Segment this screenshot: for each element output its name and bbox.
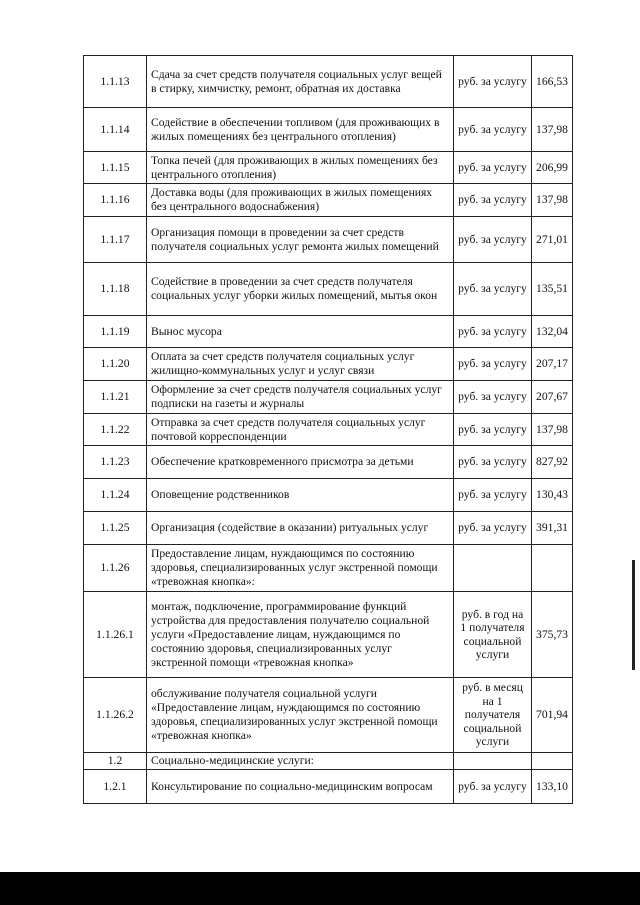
row-code: 1.1.15 (84, 152, 147, 184)
table-row (84, 479, 573, 512)
table-row (84, 381, 573, 414)
row-service: Организация помощи в проведении за счет средств получателя социальных услуг ремонта жилых помещений (147, 217, 454, 263)
table-row (84, 770, 573, 804)
row-unit (454, 753, 532, 770)
table-row (84, 414, 573, 446)
table-row (84, 108, 573, 152)
row-price: 375,73 (532, 592, 573, 678)
row-unit: руб. за услугу (454, 479, 532, 512)
row-price: 827,92 (532, 446, 573, 479)
row-unit: руб. за услугу (454, 770, 532, 804)
row-price: 135,51 (532, 263, 573, 316)
row-unit: руб. за услугу (454, 56, 532, 108)
row-unit: руб. за услугу (454, 348, 532, 381)
table-row (84, 678, 573, 753)
row-unit: руб. за услугу (454, 414, 532, 446)
row-price: 166,53 (532, 56, 573, 108)
row-service: Оповещение родственников (147, 479, 454, 512)
row-service: Содействие в проведении за счет средств получателя социальных услуг уборки жилых помещений, мытья окон (147, 263, 454, 316)
row-code: 1.2 (84, 753, 147, 770)
row-unit: руб. за услугу (454, 184, 532, 217)
row-service: Оформление за счет средств получателя социальных услуг подписки на газеты и журналы (147, 381, 454, 414)
scan-bottom-border (0, 872, 640, 905)
table-row (84, 512, 573, 545)
row-service: Топка печей (для проживающих в жилых помещениях без центрального отопления) (147, 152, 454, 184)
row-code: 1.1.26.2 (84, 678, 147, 753)
table-row (84, 545, 573, 592)
row-price: 206,99 (532, 152, 573, 184)
row-service: монтаж, подключение, программирование функций устройства для предоставления получателю социальной услуги «Предоставление лицам, нуждающимся по состоянию здоровья, специализированных услуг экстренной помощи «тревожная кнопка» (147, 592, 454, 678)
row-service: Сдача за счет средств получателя социальных услуг вещей в стирку, химчистку, ремонт, обратная их доставка (147, 56, 454, 108)
row-service: Оплата за счет средств получателя социальных услуг жилищно-коммунальных услуг и услуг связи (147, 348, 454, 381)
row-code: 1.2.1 (84, 770, 147, 804)
row-service: Социально-медицинские услуги: (147, 753, 454, 770)
scan-edge-mark (632, 560, 635, 670)
row-service: Консультирование по социально-медицинским вопросам (147, 770, 454, 804)
table-row (84, 348, 573, 381)
row-unit: руб. за услугу (454, 512, 532, 545)
table-row (84, 263, 573, 316)
row-unit: руб. за услугу (454, 316, 532, 348)
row-price: 207,67 (532, 381, 573, 414)
row-unit (454, 545, 532, 592)
table-row (84, 56, 573, 108)
row-service: Организация (содействие в оказании) ритуальных услуг (147, 512, 454, 545)
table-row (84, 753, 573, 770)
row-unit: руб. за услугу (454, 217, 532, 263)
row-price: 137,98 (532, 108, 573, 152)
row-service: Вынос мусора (147, 316, 454, 348)
row-price (532, 753, 573, 770)
row-unit: руб. за услугу (454, 152, 532, 184)
row-code: 1.1.26.1 (84, 592, 147, 678)
table-row (84, 316, 573, 348)
table-row (84, 446, 573, 479)
row-code: 1.1.13 (84, 56, 147, 108)
row-service: обслуживание получателя социальной услуги «Предоставление лицам, нуждающимся по состоянию здоровья, специализированных услуг экстренной помощи «тревожная кнопка» (147, 678, 454, 753)
row-code: 1.1.18 (84, 263, 147, 316)
row-code: 1.1.19 (84, 316, 147, 348)
row-code: 1.1.25 (84, 512, 147, 545)
tariff-table (83, 55, 573, 804)
row-code: 1.1.16 (84, 184, 147, 217)
row-code: 1.1.20 (84, 348, 147, 381)
row-price: 391,31 (532, 512, 573, 545)
row-price: 701,94 (532, 678, 573, 753)
row-price: 137,98 (532, 184, 573, 217)
row-price: 132,04 (532, 316, 573, 348)
row-code: 1.1.17 (84, 217, 147, 263)
row-price: 207,17 (532, 348, 573, 381)
row-service: Содействие в обеспечении топливом (для проживающих в жилых помещениях без центрального отопления) (147, 108, 454, 152)
row-code: 1.1.23 (84, 446, 147, 479)
table-row (84, 217, 573, 263)
row-service: Доставка воды (для проживающих в жилых помещениях без центрального водоснабжения) (147, 184, 454, 217)
row-price (532, 545, 573, 592)
table-row (84, 592, 573, 678)
row-price: 133,10 (532, 770, 573, 804)
row-unit: руб. за услугу (454, 263, 532, 316)
row-code: 1.1.14 (84, 108, 147, 152)
row-unit: руб. за услугу (454, 108, 532, 152)
table-row (84, 184, 573, 217)
table-row (84, 152, 573, 184)
row-code: 1.1.21 (84, 381, 147, 414)
row-price: 271,01 (532, 217, 573, 263)
row-code: 1.1.22 (84, 414, 147, 446)
row-code: 1.1.26 (84, 545, 147, 592)
row-unit: руб. за услугу (454, 446, 532, 479)
row-unit: руб. в месяц на 1 получателя социальной услуги (454, 678, 532, 753)
row-code: 1.1.24 (84, 479, 147, 512)
tariff-table-body (84, 56, 573, 804)
row-service: Отправка за счет средств получателя социальных услуг почтовой корреспонденции (147, 414, 454, 446)
row-price: 137,98 (532, 414, 573, 446)
row-service: Обеспечение кратковременного присмотра за детьми (147, 446, 454, 479)
row-price: 130,43 (532, 479, 573, 512)
row-service: Предоставление лицам, нуждающимся по состоянию здоровья, специализированных услуг экстренной помощи «тревожная кнопка»: (147, 545, 454, 592)
row-unit: руб. в год на 1 получателя социальной услуги (454, 592, 532, 678)
row-unit: руб. за услугу (454, 381, 532, 414)
